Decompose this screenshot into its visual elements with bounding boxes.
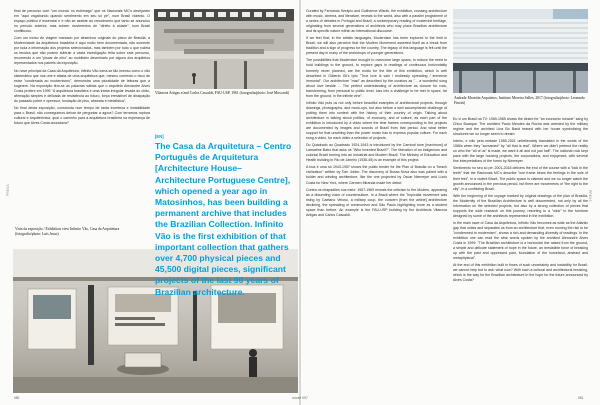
- paragraph: Com um inciso de viagem marcado por desenhos originais do plano de Brasília, a Modernidade da arquitetura brasileira é aqui muito bem documentada, não somente por toda a informação dos projetos selecionados, mas também por tudo o que rodeia os tecidos que não podem subtrair à vasta investigação feita sobre este percurso, recorrendo a um "piscar de olho" ao mobiliário desenhado por alguns dos arquitetos representados nos painéis da exposição.: [14, 36, 150, 66]
- fau-usp-photo: [154, 9, 294, 89]
- ims-building-illustration: [453, 9, 588, 93]
- paragraph: No final desta exposição, construída num tempo de tanta incerteza e instabilidade para o Brasil, não conseguimos deixar de perguntar a agora? Com terramos ruptura cultural e arquitetónica, qual o caminho para a arquitetura brasileira na esperança de futuro que Alves Costa anunciava?: [14, 105, 150, 125]
- paragraph: A boa é uma só 1943-1957 shows the public tender for the Plan of Brasília on a "beach civilization" written by Tom Jobim. The discovery of Bossa Nova also was paired with a bolder and winding architecture, like the one projected by Oscar Niemeyer and Lúcio Costa for New York, where Carmen Miranda made her debut.: [306, 165, 447, 185]
- page-footer: unosé 097: [292, 396, 308, 400]
- paragraph: Do Quadrado ao Quadrado 1924-1943 is introduced by the Carnival tune [maximum] of Lamartine Babo that asks us "Who invented Brazil?". The liberation of an indigenous and colonial Brazil turning into an industrial and Modern Brazil. The Ministry of Education and Health building in Rio de Janeiro (1936-45) is an example of this project.: [306, 143, 447, 163]
- text-column-4: [453, 117, 588, 391]
- paragraph: final de percurso com "um mundo no estômago" que os Nacionais MC's desejaram em "aqui vagabundo quando sentimento em seu só pé", num Brasil violento. O espaço público é essencial e é não se assiste ao crescimento que tanto se anunciou no período anterior, mas sobem movimentos de "direito à cidade", num Brasil conflituoso.: [14, 9, 150, 34]
- text-column-1: [14, 9, 150, 212]
- paragraph: Eu vi um Brasil na TV: 1969-1985 shows the desire for "an economic miracle" sang by Chico Buarque. The architect Paulo Mendes da Rocha was arrested by the military regime and the architect Lina Bo Bardi teased with her house symbolising the structures we no longer seem to dream.: [453, 117, 588, 137]
- paragraph: In the main nave of Casa da Arquitetura, Infinito Vão becomes as wide as the Atlantic gap that unites and separates us from an architecture that, even running the risk to be "condemned to modernism", shows a rich and demanding diversity of readings. In the exhibition one can read the wise words spoken by the architect Alexandre Alves Costa in 1999: "The Brazilian architecture is a horizontal line raised from the ground, a simple and delicate statement of hope in the future, an irresistible force of breaking up with the past and oppressed past, foundation of the homeland, abstract and metaphysical".: [453, 220, 588, 261]
- paragraph: Infinito Vão puts us not only before beautiful examples of architectural projects, through drawings, photographs, and mock-ups, but also before a well accomplished challenge of putting them into context with the history of their country of origin. Talking about architecture is talking about politics, of economy, and of culture, as each part of the exhibition is introduced by a video where the time frames corresponding to the projects are documented by images and sounds of Brazil from that period. And what better support for that unveiling than the power music has to express popular culture. For each song a video, for each video a selection of projects.: [306, 100, 447, 141]
- paragraph: Inteiro, e não pela metade 1985-2001 unbelievably translated in the words of the 1980s when they "screamed" by "all that is real". Where we didn't pretend the reality on who the "all of us" is made, we want it all and not just half". The national rock kept pace with the large housing projects, the corporations, and enjoyment, with several fine interpretations of the forms by Niemeyer.: [453, 139, 588, 164]
- instituto-moreira-salles-photo: [453, 9, 588, 93]
- paragraph: At the end of this exhibition built in times of such uncertainty and instability for Brazil, we cannot help but to ask: what now? With such a cultural and architectural breaking, which is the way for the Brazilian architecture in the hope for the future announced by Alves Costa?: [453, 263, 588, 283]
- language-tag: [EN]: [155, 134, 164, 139]
- fau-usp-illustration: [154, 9, 294, 89]
- text-column-3: [306, 9, 447, 391]
- exhibition-photo-caption: Vista da exposição / Exhibition view Infinito Vão, Casa da Arquitetura (fotografia/photo: Luís Jesus): [15, 227, 120, 236]
- ims-caption: Andrade Morettin Arquitetos, Instituto Moreira Salles, 2017 (fotografia/photo: Leonardo Finotti): [454, 96, 585, 105]
- right-side-label: PRESS: [588, 190, 592, 202]
- paragraph: With the beginning of the voyage marked by original drawings of the plan of Brasília, the Modernity of the Brazilian Architecture is well documented, not only by all the information on the selected projects, but also by a strong collection of pieces that supports the wide research on this journey, resorting to a "wink" to the furniture designed by some of the architects represented in the exhibition.: [453, 193, 588, 218]
- paragraph: The possibilities that Modernism brought to overcome large spans, to reduce the need to hold buildings to the ground, to explore gaps in readings of continuous horizontality formerly never planned, are the motto for the title of this exhibition, which is well described in Gilberto Gil's lyric "True love is vain / endlessly spreading / immense immortal". Our architecture "mad" as described by the curators as "... a wonderful song about love beside ... The perfect understanding of architecture as closure for rock, transforming, from personal to public level, loss into a challenge to be met in space, far from the ground, in the infinite vine".: [306, 58, 447, 98]
- paragraph: Contra os chapadões nus metz: 1957-1969 reveals the criticism to the Modern, appearing as a dissenting voice of counterculture. In a Brazil where the Tropicália movement was rising by Caetano Veloso, a military coup, the concern [from the airline] architecture declining, the spreading of communism and São Paulo highlighting more as a student space than before. An example is the FAU-USP building by the Architects Vilanova Artigas and Carlos Cascaldi.: [306, 187, 447, 217]
- paragraph: No nave principal da Casa da Arquitetura, Infinito Vão toma-se tão imenso como o vão sistemático que nos une e afasta de uma arquitetura que, mesmo correndo o risco de estar "condenada ao modernismo", demonstra uma pluralidade de leituras que a sugerem. Na exposição têm-se as palavras sábias que o arquiteto Alexandre Alves Costa profere em 1999 "A arquitetura brasileira é uma trama irregular levada do chão, afirmação simples e delicada de resistência ao futuro, força irresistível de dissipação do passado pobre e opressor, fundação de piso, abstrata e metafísica".: [14, 68, 150, 103]
- fau-usp-caption: Vilanova Artigas e/and Carlos Cascaldi, FAU-USP, 1961 (fotografia/photo: José Moscardi): [155, 91, 290, 95]
- right-page-number: 051: [578, 396, 584, 400]
- left-page-number: 050: [14, 396, 20, 400]
- paragraph: Sentimento no seu só pé: 2001-2018 delivers the end of the course with a "kick in the teeth" that the Racionais MC's describe "one frame bears the feelings in the sole of their feet", in a violent Brazil. The public space is claimed and we no longer watch the growth announced in the previous period, but there are movements of "the right to the city", in a conflicting Brazil.: [453, 166, 588, 191]
- left-side-label: PRESS: [6, 184, 10, 196]
- paragraph: If we feel that, in the artistic languages, Modernism has been explored to the limit in Brazil, we will also perceive that the Modern Movement asserted itself as a break from tradition and a sign of progress for the country. The legacy of this language is felt until the present day in many of the workshops of younger generations.: [306, 36, 447, 56]
- paragraph: Curated by Fernando Serápio and Guilherme Wisnik, the exhibition, crossing architecture with music, cinema, and literature, reveals to the world, also with a parallel programme of a series of debates in Portugal and Brazil, a contemporary reading of modernist heritage, originating from several generations of architects who may place Brazilian architecture and its specific nature within an international discourse.: [306, 9, 447, 34]
- page-gutter: [299, 0, 301, 405]
- english-lead-paragraph: The Casa da Arquitetura – Centro Português de Arquitetura [Architecture House– Architecture Portuguese Centre], which opened a year ago in Matosinhos, has been building a permanent archive that includes the Brazilian Collection. Infinito Vão is the first exhibition of that important collection that gathers over 4,700 physical pieces and 45,500 digital pieces, significant projects of the last 90 years of Brazilian architecture.: [155, 141, 292, 297]
